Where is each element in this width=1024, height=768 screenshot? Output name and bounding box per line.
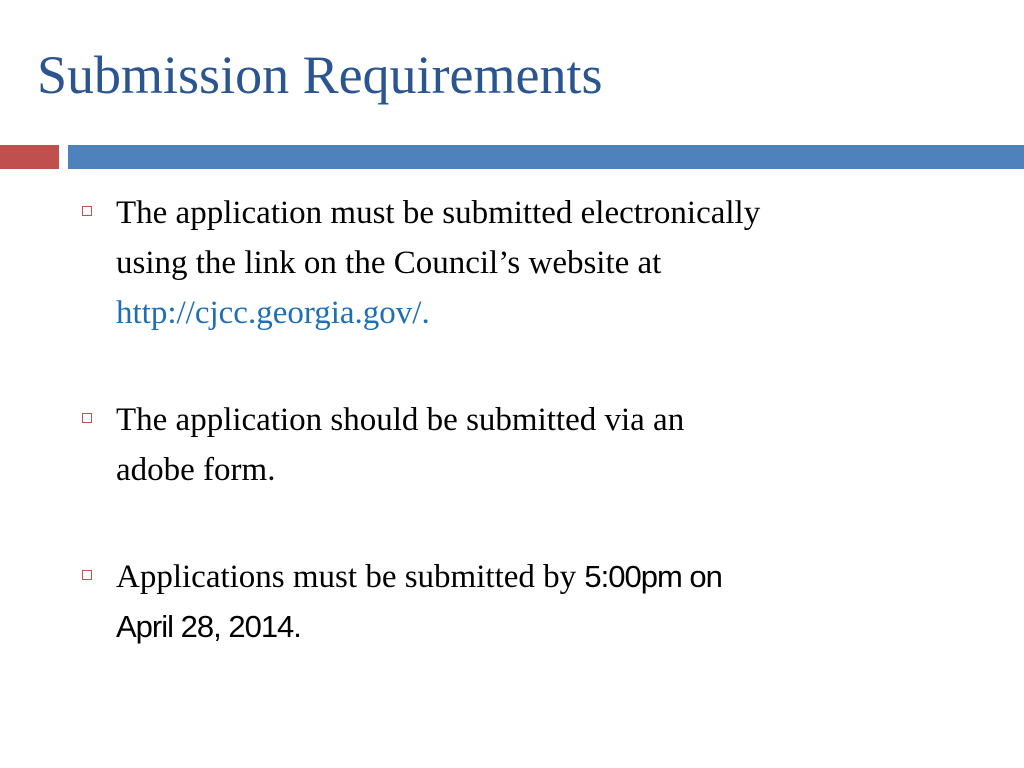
bullet-text-line: The application must be submitted electronically [116,195,761,231]
title-divider-bar [68,145,1024,169]
hollow-square-icon [82,413,92,423]
bullet-item-electronic-submission [80,188,960,338]
bullet-text-line: adobe form. [116,452,276,488]
hollow-square-icon [82,570,92,580]
council-website-link[interactable]: http://cjcc.georgia.gov/. [116,295,430,331]
bullet-item-adobe-form [80,395,960,495]
bullet-item-deadline [80,552,960,652]
slide-title: Submission Requirements [37,45,603,105]
deadline-time: 5:00pm on [584,559,722,594]
title-divider-accent [0,145,59,169]
bullet-text: Applications must be submitted by [116,559,577,595]
bullet-list [80,188,960,652]
hollow-square-icon [82,206,92,216]
bullet-text-line: The application should be submitted via an [116,402,685,438]
bullet-text-line: using the link on the Council’s website at [116,245,662,281]
deadline-date: April 28, 2014. [116,609,301,644]
